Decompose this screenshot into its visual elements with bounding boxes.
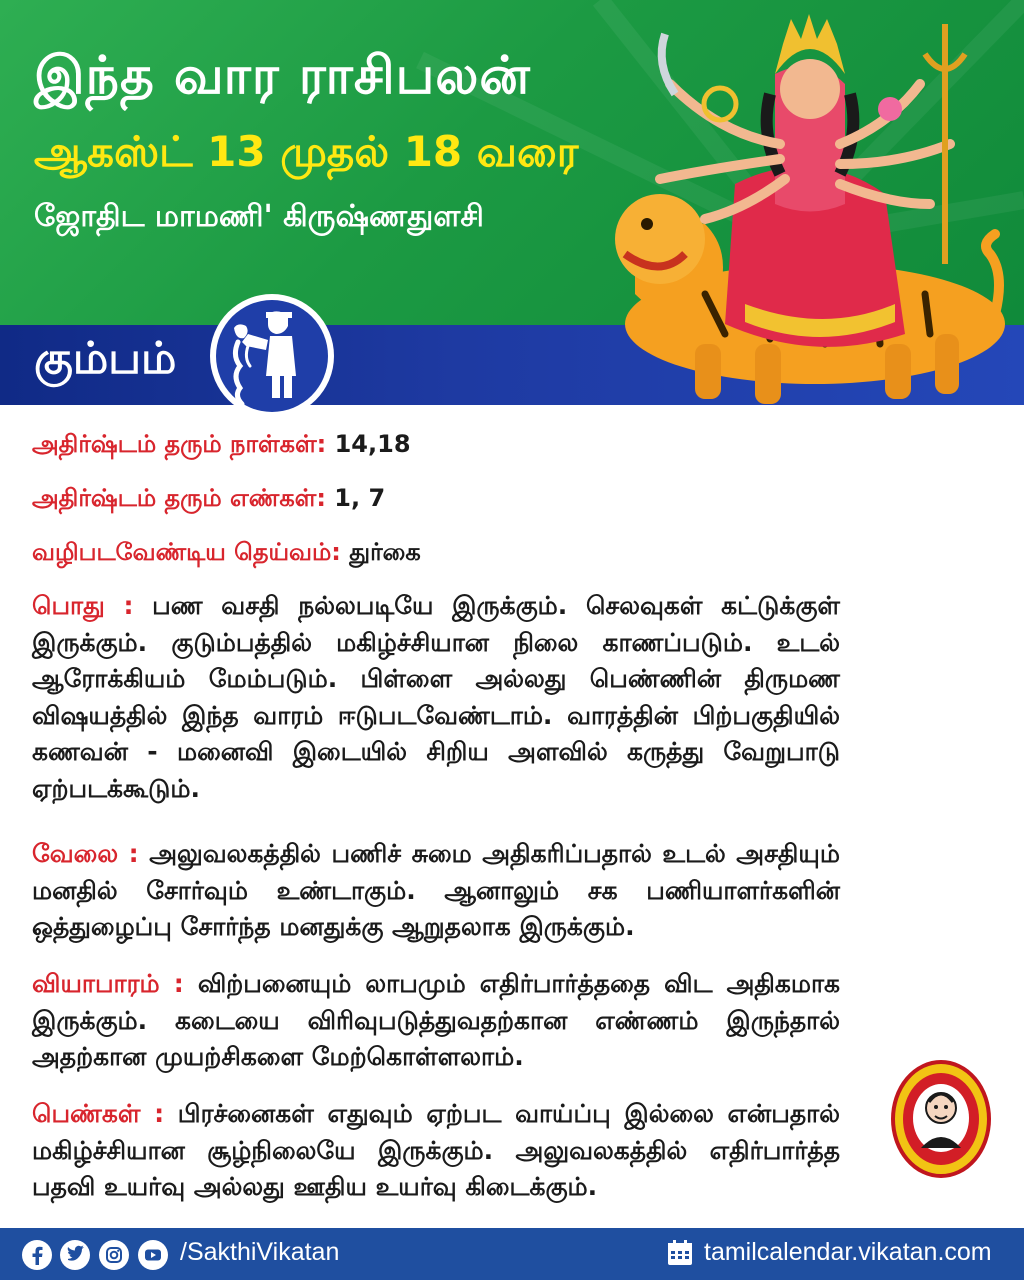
twitter-icon[interactable] [60, 1240, 90, 1270]
lucky-days-row [32, 430, 992, 461]
lucky-numbers-row [32, 484, 992, 515]
aquarius-water-bearer-icon [208, 292, 336, 420]
general-section [32, 588, 840, 808]
goddess-durga-on-tiger-illustration [585, 14, 1005, 409]
lucky-days-value: 14,18 [334, 430, 411, 458]
general-text: பண வசதி நல்லபடியே இருக்கும். செலவுகள் கட்டுக்குள் இருக்கும். குடும்பத்தில் மகிழ்ச்சியான நிலை காணப்படும். உடல் ஆரோக்கியம் மேம்படும். பிள்ளை அல்லது பெண்ணின் திருமண விஷயத்தில் இந்த வாரம் ஈடுபடவேண்டாம். வாரத்தின் பிற்பகுதியில் கணவன் - மனைவி இடையில் சிறிய அளவில் கருத்து வேறுபாடு ஏற்படக்கூடும். [32, 591, 840, 803]
lucky-numbers-label: அதிர்ஷ்டம் தரும் எண்கள்: [32, 484, 326, 512]
lucky-days-label: அதிர்ஷ்டம் தரும் நாள்கள்: [32, 430, 327, 458]
sign-name: கும்பம் [34, 333, 177, 384]
general-label: பொது : [32, 591, 134, 620]
instagram-icon[interactable] [99, 1240, 129, 1270]
women-section [32, 1096, 840, 1206]
business-label: வியாபாரம் : [32, 969, 184, 998]
facebook-icon[interactable] [22, 1240, 52, 1270]
work-text: அலுவலகத்தில் பணிச் சுமை அதிகரிப்பதால் உடல் அசதியும் மனதில் சோர்வும் உண்டாகும். ஆனாலும் சக பணியாளர்களின் ஒத்துழைப்பு சோர்ந்த மனதுக்கு ஆறுதலாக இருக்கும். [32, 839, 840, 942]
deity-label: வழிபடவேண்டிய தெய்வம்: [32, 538, 341, 566]
page-title: இந்த வார ராசிபலன் [34, 46, 531, 106]
business-text: விற்பனையும் லாபமும் எதிர்பார்த்ததை விட அதிகமாக இருக்கும். கடையை விரிவுபடுத்துவதற்கான எண்ணம் இருந்தால் அதற்கான முயற்சிகளை மேற்கொள்ளலாம். [32, 969, 840, 1072]
date-range: ஆகஸ்ட் 13 முதல் 18 வரை [34, 127, 579, 176]
women-label: பெண்கள் : [32, 1099, 165, 1128]
lucky-numbers-value: 1, 7 [334, 484, 386, 512]
vikatan-logo [891, 1060, 991, 1178]
work-label: வேலை : [32, 839, 139, 868]
website-link[interactable]: tamilcalendar.vikatan.com [704, 1238, 992, 1266]
deity-row [32, 538, 992, 569]
business-section [32, 966, 840, 1076]
social-handle[interactable]: /SakthiVikatan [180, 1238, 340, 1266]
work-section [32, 836, 840, 946]
deity-value: துர்கை [349, 538, 421, 566]
calendar-icon [665, 1238, 695, 1268]
youtube-icon[interactable] [138, 1240, 168, 1270]
astrologer-name: ஜோதிட மாமணி' கிருஷ்ணதுளசி [34, 199, 484, 234]
women-text: பிரச்னைகள் எதுவும் ஏற்பட வாய்ப்பு இல்லை என்பதால் மகிழ்ச்சியான சூழ்நிலையே இருக்கும். அலுவலகத்தில் எதிர்பார்த்த பதவி உயர்வு அல்லது ஊதிய உயர்வு கிடைக்கும். [32, 1099, 840, 1202]
